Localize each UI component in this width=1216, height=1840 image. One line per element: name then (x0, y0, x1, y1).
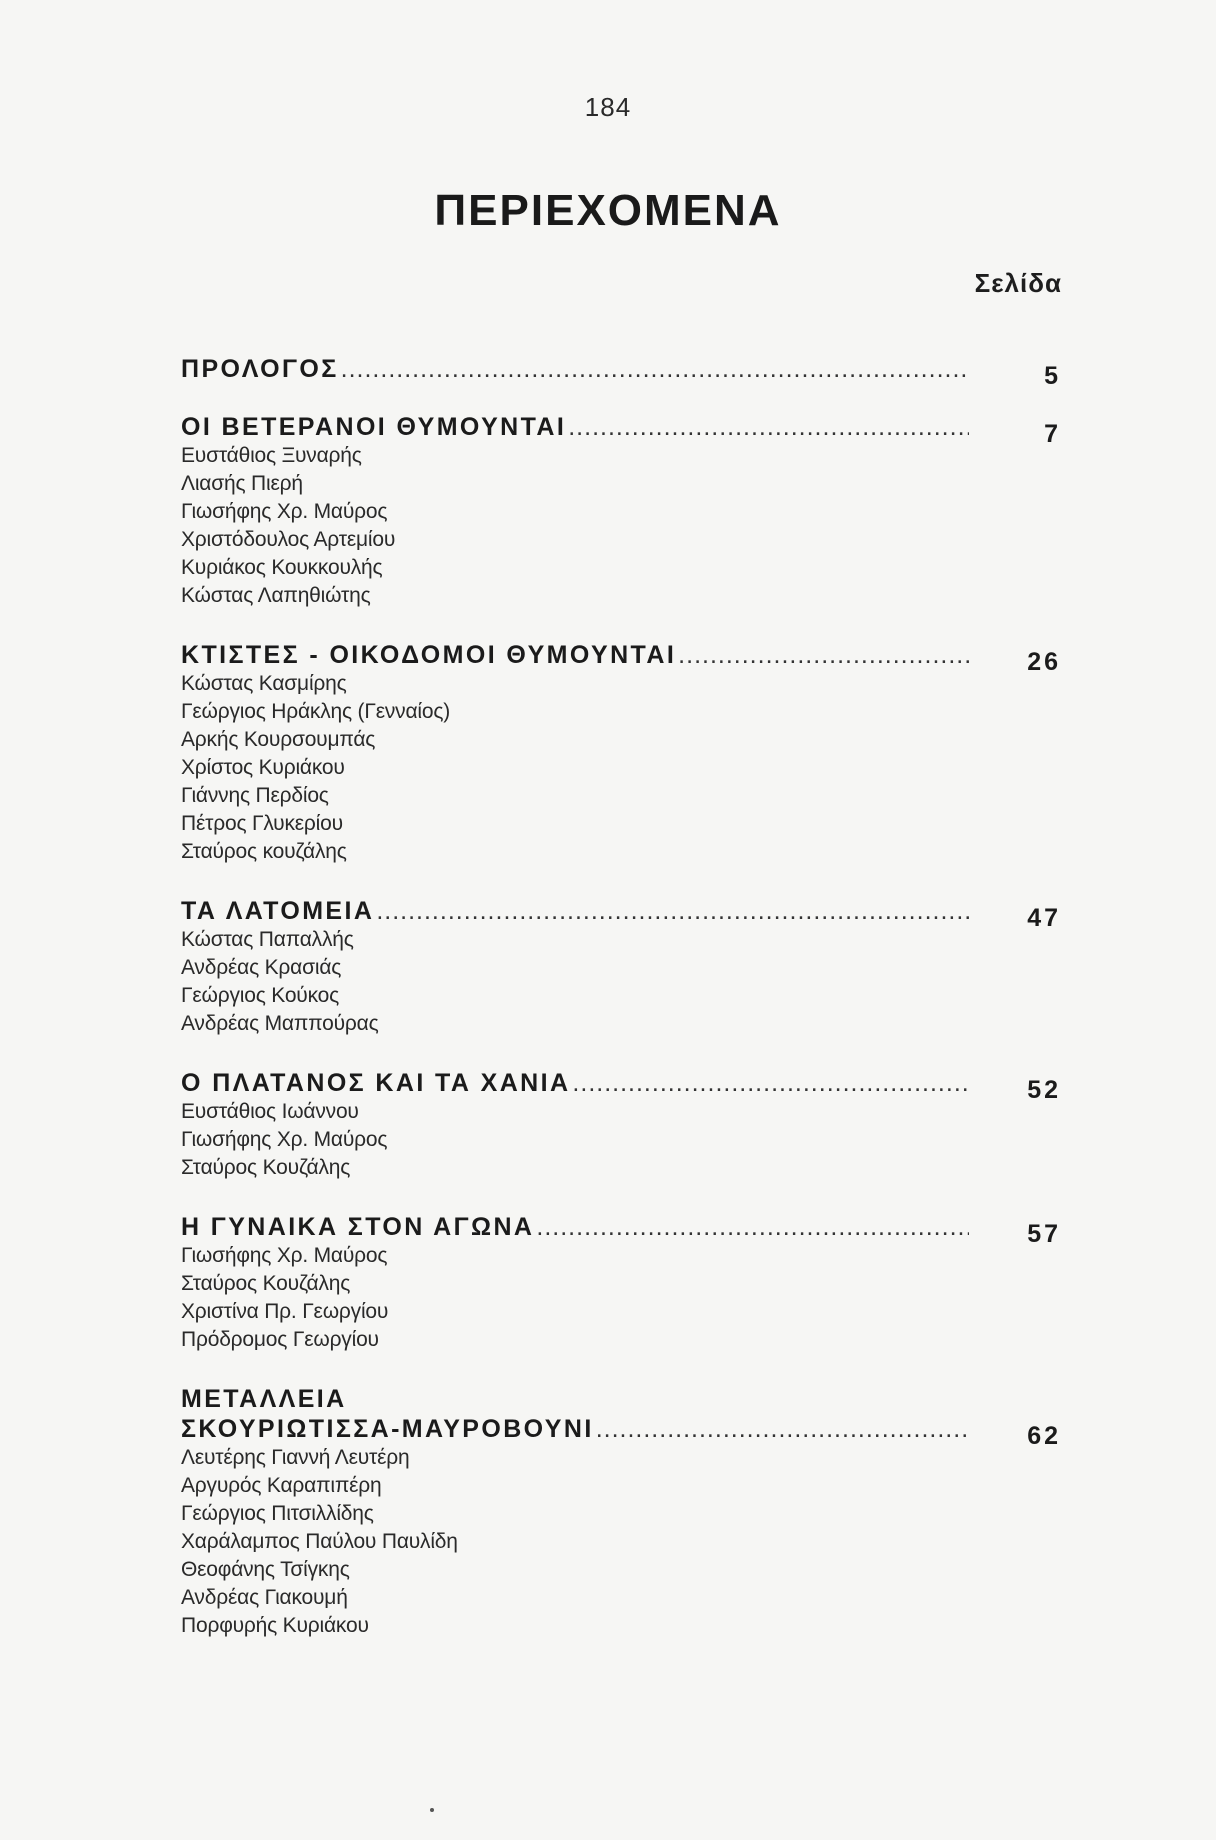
section-title: ΤΑ ΛΑΤΟΜΕΙΑ (181, 897, 375, 925)
toc-section-builders (181, 640, 1061, 866)
author-name: Ευστάθιος Ξυναρής (181, 444, 362, 467)
author-list (181, 1098, 1061, 1182)
author-name: Γιάννης Περδίος (181, 784, 329, 807)
author-name: Χριστόδουλος Αρτεμίου (181, 528, 396, 551)
author-name: Γεώργιος Πιτσιλλίδης (181, 1502, 374, 1525)
section-page-number: 52 (1027, 1076, 1061, 1104)
section-title-line1: ΜΕΤΑΛΛΕΙΑ (181, 1385, 347, 1413)
toc-heading (181, 1414, 969, 1444)
author-list (181, 926, 1061, 1038)
author-name: Πορφυρής Κυριάκου (181, 1614, 369, 1637)
dot-leader (566, 412, 969, 442)
author-list (181, 1242, 1061, 1354)
author-name: Γεώργιος Ηράκλης (Γενναίος) (181, 700, 451, 723)
toc-heading (181, 896, 969, 926)
author-name: Χρίστος Κυριάκου (181, 756, 345, 779)
toc-entry (181, 1414, 1061, 1450)
author-list (181, 670, 1061, 866)
scan-speck (430, 1808, 434, 1812)
dot-leader (374, 896, 969, 926)
section-page-number: 26 (1027, 648, 1061, 676)
toc-entry (181, 1068, 1061, 1104)
toc-section-quarries (181, 896, 1061, 1038)
section-page-number: 5 (1044, 362, 1061, 390)
toc-section-mines (181, 1384, 1061, 1640)
author-name: Γιωσήφης Χρ. Μαύρος (181, 500, 388, 523)
author-list (181, 442, 1061, 610)
author-name: Αρκής Κουρσουμπάς (181, 728, 376, 751)
section-title: Ο ΠΛΑΤΑΝΟΣ ΚΑΙ ΤΑ ΧΑΝΙΑ (181, 1069, 571, 1097)
author-name: Σταύρος Κουζάλης (181, 1156, 351, 1179)
table-of-contents (181, 354, 1061, 1670)
toc-section-women (181, 1212, 1061, 1354)
toc-heading (181, 640, 969, 670)
toc-section-prologue (181, 354, 1061, 390)
author-name: Χαράλαμπος Παύλου Παυλίδη (181, 1530, 458, 1553)
section-page-number: 62 (1027, 1422, 1061, 1450)
author-name: Αργυρός Καραπιπέρη (181, 1474, 382, 1497)
author-name: Πέτρος Γλυκερίου (181, 812, 343, 835)
page-column-label: Σελίδα (974, 268, 1062, 298)
author-name: Ανδρέας Γιακουμή (181, 1586, 348, 1609)
section-title: ΟΙ ΒΕΤΕΡΑΝΟΙ ΘΥΜΟΥΝΤΑΙ (181, 413, 567, 441)
toc-entry (181, 412, 1061, 448)
page-number: 184 (584, 92, 632, 122)
toc-section-platanos (181, 1068, 1061, 1182)
author-name: Ευστάθιος Ιωάννου (181, 1100, 359, 1123)
author-name: Σταύρος κουζάλης (181, 840, 347, 863)
toc-entry (181, 1212, 1061, 1248)
author-name: Ανδρέας Μαππούρας (181, 1012, 379, 1035)
section-title: ΚΤΙΣΤΕΣ - ΟΙΚΟΔΟΜΟΙ ΘΥΜΟΥΝΤΑΙ (181, 641, 677, 669)
section-page-number: 7 (1044, 420, 1061, 448)
section-page-number: 57 (1027, 1220, 1061, 1248)
author-name: Γιωσήφης Χρ. Μαύρος (181, 1128, 388, 1151)
author-name: Λιασής Πιερή (181, 472, 303, 495)
toc-entry (181, 640, 1061, 676)
author-name: Θεοφάνης Τσίγκης (181, 1558, 350, 1581)
section-title: ΣΚΟΥΡΙΩΤΙΣΣΑ-ΜΑΥΡΟΒΟΥΝΙ (181, 1415, 594, 1443)
dot-leader (676, 640, 969, 670)
author-name: Γιωσήφης Χρ. Μαύρος (181, 1244, 388, 1267)
toc-heading (181, 354, 969, 384)
section-title: ΠΡΟΛΟΓΟΣ (181, 355, 339, 383)
dot-leader (339, 354, 969, 384)
author-list (181, 1444, 1061, 1640)
dot-leader (594, 1414, 969, 1444)
author-name: Ανδρέας Κρασιάς (181, 956, 342, 979)
author-name: Πρόδρομος Γεωργίου (181, 1328, 379, 1351)
contents-title: ΠΕΡΙΕΧΟΜΕΝΑ (434, 186, 782, 235)
author-name: Σταύρος Κουζάλης (181, 1272, 351, 1295)
toc-heading (181, 1212, 969, 1242)
toc-heading (181, 412, 969, 442)
toc-heading-stack (181, 1384, 969, 1414)
section-title: Η ΓΥΝΑΙΚΑ ΣΤΟΝ ΑΓΩΝΑ (181, 1213, 535, 1241)
toc-entry (181, 896, 1061, 932)
toc-entry (181, 354, 1061, 390)
toc-section-veterans (181, 412, 1061, 610)
dot-leader (570, 1068, 969, 1098)
toc-heading (181, 1068, 969, 1098)
author-name: Γεώργιος Κούκος (181, 984, 340, 1007)
author-name: Χριστίνα Πρ. Γεωργίου (181, 1300, 389, 1323)
section-page-number: 47 (1027, 904, 1061, 932)
author-name: Κυριάκος Κουκκουλής (181, 556, 383, 579)
dot-leader (534, 1212, 969, 1242)
author-name: Κώστας Κασμίρης (181, 672, 347, 695)
author-name: Λευτέρης Γιαννή Λευτέρη (181, 1446, 410, 1469)
author-name: Κώστας Λαπηθιώτης (181, 584, 371, 607)
author-name: Κώστας Παπαλλής (181, 928, 354, 951)
